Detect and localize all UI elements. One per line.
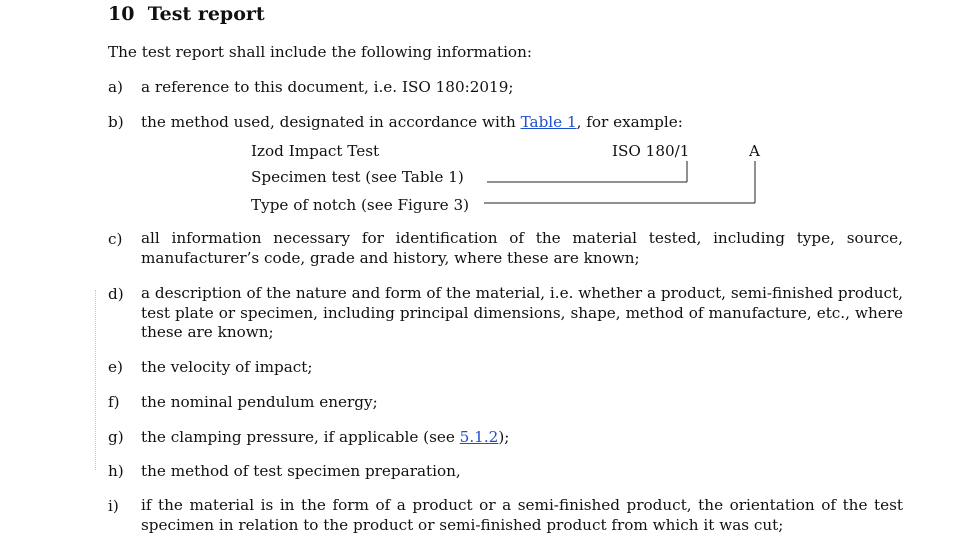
margin-change-marker <box>95 290 96 470</box>
item-g-text <box>141 427 509 447</box>
table-1-link[interactable]: Table 1 <box>520 113 577 131</box>
item-f-text: the nominal pendulum energy; <box>141 393 378 411</box>
item-f-marker: f) <box>108 393 120 411</box>
item-e-marker: e) <box>108 358 123 376</box>
item-e-text: the velocity of impact; <box>141 358 313 376</box>
section-number: 10 <box>108 3 135 25</box>
designation-label-notch: Type of notch (see Figure 3) <box>251 196 470 214</box>
item-g-before: the clamping pressure, if applicable (see <box>141 428 460 446</box>
item-d-marker: d) <box>108 285 124 303</box>
item-d-text: a description of the nature and form of the material, i.e. whether a product, semi-finished product, test plate or specimen, including principal dimensions, shape, method of manufacture, etc., where these are known; <box>141 284 903 341</box>
section-title: Test report <box>147 3 265 25</box>
clause-5-1-2-link[interactable]: 5.1.2 <box>459 428 499 446</box>
item-i-text: if the material is in the form of a product or a semi-finished product, the orientation of the test specimen in relation to the product or semi-finished product from which it was cut; <box>141 496 903 534</box>
item-b-after: , for example: <box>576 113 683 131</box>
designation-code: ISO 180/1 <box>612 142 690 160</box>
item-a-marker: a) <box>108 78 123 96</box>
designation-label-izod: Izod Impact Test <box>251 142 380 160</box>
item-g-after: ); <box>498 428 510 446</box>
item-b-before: the method used, designated in accordance with <box>141 113 521 131</box>
item-b-marker: b) <box>108 113 124 131</box>
item-h-text: the method of test specimen preparation, <box>141 462 461 480</box>
intro-text: The test report shall include the following information: <box>108 43 532 61</box>
item-i-marker: i) <box>108 497 119 515</box>
designation-letter: A <box>749 142 760 160</box>
item-g-marker: g) <box>108 428 124 446</box>
item-c-text: all information necessary for identification of the material tested, including type, source, manufacturer’s code, grade and history, where these are known; <box>141 229 903 267</box>
item-c-marker: c) <box>108 230 123 248</box>
designation-label-specimen: Specimen test (see Table 1) <box>251 168 464 186</box>
item-h-marker: h) <box>108 462 124 480</box>
item-a-text: a reference to this document, i.e. ISO 180:2019; <box>141 78 514 96</box>
